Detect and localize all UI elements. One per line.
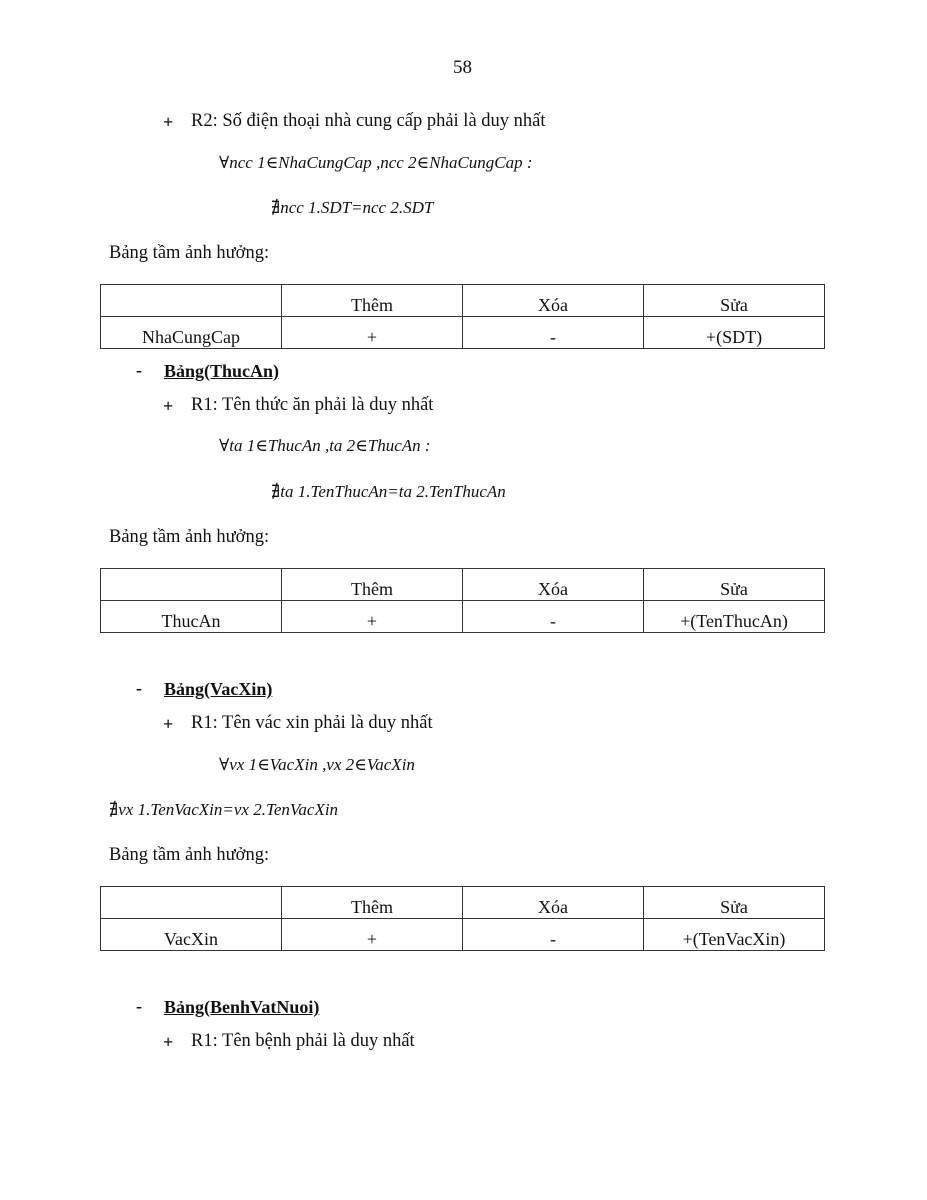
section-heading: Bảng(ThucAn) (164, 361, 280, 381)
table-row (101, 317, 825, 349)
table-cell: VacXin (101, 919, 282, 951)
table-cell: - (463, 601, 644, 633)
section-heading: Bảng(BenhVatNuoi) (164, 997, 320, 1017)
section-heading: Bảng(VacXin) (164, 679, 273, 699)
impact-table (100, 568, 825, 633)
dash-bullet: - (136, 360, 142, 380)
table-cell: +(SDT) (644, 317, 825, 349)
rule-text: R2: Số điện thoại nhà cung cấp phải là duy nhất (191, 111, 546, 131)
formula-condition: ∄vx 1.TenVacXin=vx 2.TenVacXin (109, 800, 339, 819)
table-cell: + (282, 919, 463, 951)
formula-quantifier: ∀vx 1∈VacXin ,vx 2∈VacXin (219, 755, 415, 774)
page-number: 58 (453, 57, 472, 78)
table-header-row (101, 569, 825, 601)
table-cell: +(TenVacXin) (644, 919, 825, 951)
dash-bullet: - (136, 996, 142, 1016)
rule-text: R1: Tên vác xin phải là duy nhất (191, 713, 433, 733)
header-cell: Thêm (282, 285, 463, 317)
table-cell: ThucAn (101, 601, 282, 633)
table-header-row (101, 887, 825, 919)
table-header-row (101, 285, 825, 317)
rule-text: R1: Tên thức ăn phải là duy nhất (191, 395, 434, 415)
impact-label: Bảng tầm ảnh hưởng: (109, 527, 270, 547)
table-row (101, 919, 825, 951)
dash-bullet: - (136, 678, 142, 698)
header-cell: Xóa (463, 569, 644, 601)
header-cell: Sửa (644, 887, 825, 919)
plus-bullet: + (163, 396, 174, 416)
header-cell: Sửa (644, 285, 825, 317)
table-cell: - (463, 919, 644, 951)
table-cell: NhaCungCap (101, 317, 282, 349)
header-cell: Xóa (463, 285, 644, 317)
header-cell (101, 569, 282, 601)
table-cell: + (282, 601, 463, 633)
formula-quantifier: ∀ta 1∈ThucAn ,ta 2∈ThucAn : (219, 436, 431, 455)
plus-bullet: + (163, 1032, 174, 1052)
header-cell: Thêm (282, 887, 463, 919)
header-cell: Xóa (463, 887, 644, 919)
header-cell (101, 285, 282, 317)
table-cell: - (463, 317, 644, 349)
plus-bullet: + (163, 112, 174, 132)
formula-condition: ∄ncc 1.SDT=ncc 2.SDT (271, 198, 434, 217)
impact-table (100, 886, 825, 951)
formula-quantifier: ∀ncc 1∈NhaCungCap ,ncc 2∈NhaCungCap : (219, 153, 533, 172)
impact-label: Bảng tầm ảnh hưởng: (109, 243, 270, 263)
rule-text: R1: Tên bệnh phải là duy nhất (191, 1031, 415, 1051)
header-cell: Thêm (282, 569, 463, 601)
plus-bullet: + (163, 714, 174, 734)
formula-condition: ∄ta 1.TenThucAn=ta 2.TenThucAn (271, 482, 506, 501)
table-row (101, 601, 825, 633)
table-cell: + (282, 317, 463, 349)
impact-table (100, 284, 825, 349)
impact-label: Bảng tầm ảnh hưởng: (109, 845, 270, 865)
table-cell: +(TenThucAn) (644, 601, 825, 633)
header-cell: Sửa (644, 569, 825, 601)
header-cell (101, 887, 282, 919)
